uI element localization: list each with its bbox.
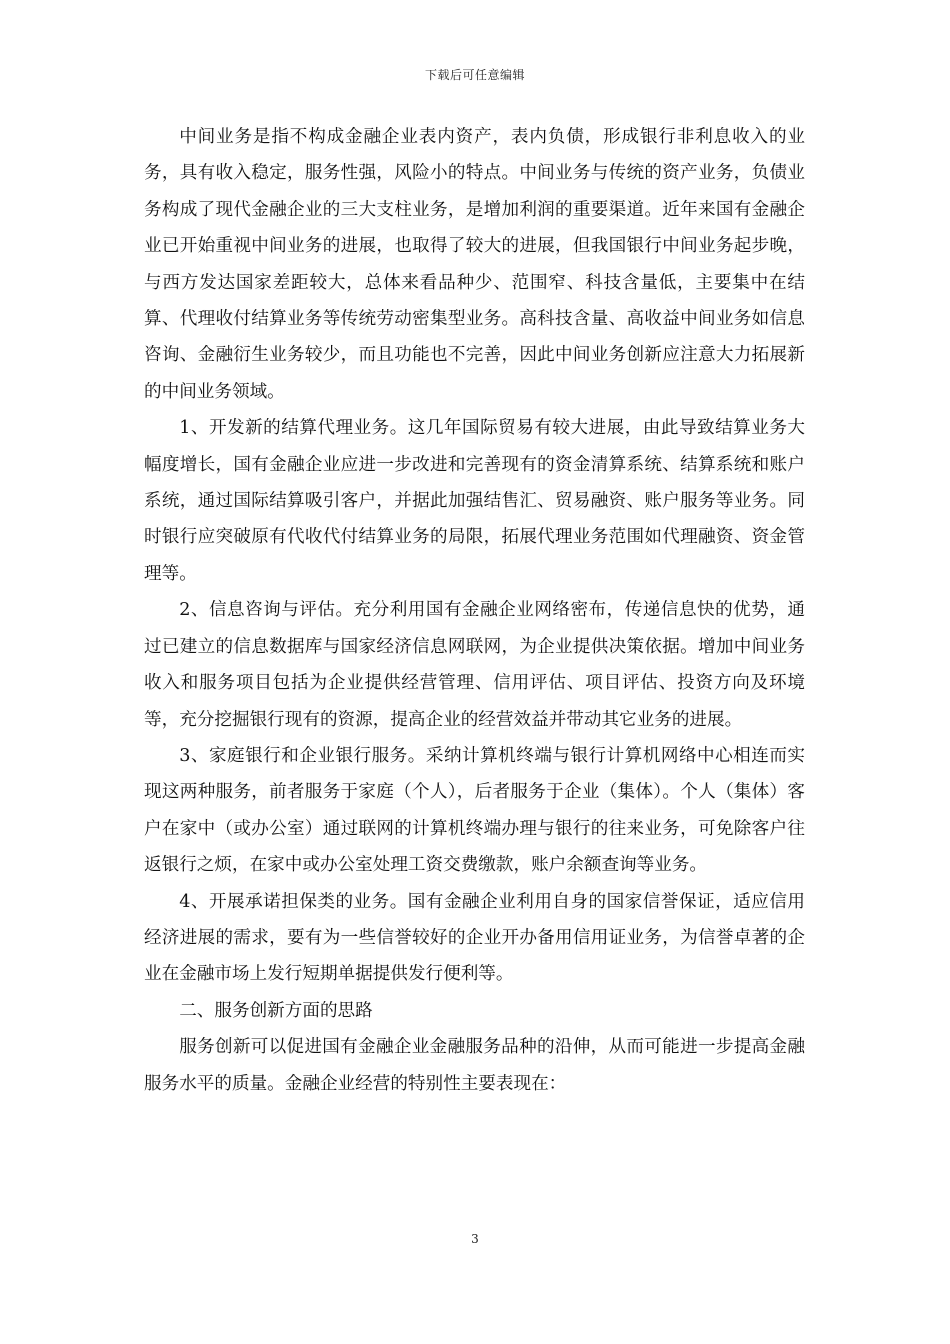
document-body [144,119,805,1102]
page-number: 3 [471,1232,479,1246]
paragraph: 服务创新可以促进国有金融企业金融服务品种的沿伸，从而可能进一步提高金融服务水平的质量。金融企业经营的特别性主要表现在： [144,1037,805,1094]
section-heading: 二、服务创新方面的思路 [179,1000,373,1021]
paragraph: 2、信息咨询与评估。充分利用国有金融企业网络密布，传递信息快的优势，通过已建立的信息数据库与国家经济信息网联网，为企业提供决策依据。增加中间业务收入和服务项目包括为企业提供经营管理、信用评估、项目评估、投资方向及环境等，充分挖掘银行现有的资源，提高企业的经营效益并带动其它业务的进展。 [144,600,805,730]
paragraph: 3、家庭银行和企业银行服务。采纳计算机终端与银行计算机网络中心相连而实现这两种服务，前者服务于家庭（个人），后者服务于企业（集体）。个人（集体）客户在家中（或办公室）通过联网的计算机终端办理与银行的往来业务，可免除客户往返银行之烦，在家中或办公室处理工资交费缴款，账户余额查询等业务。 [144,745,805,876]
paragraph: 中间业务是指不构成金融企业表内资产，表内负债，形成银行非利息收入的业务，具有收入稳定，服务性强，风险小的特点。中间业务与传统的资产业务，负债业务构成了现代金融企业的三大支柱业务，是增加利润的重要渠道。近年来国有金融企业已开始重视中间业务的进展，也取得了较大的进展，但我国银行中间业务起步晚，与西方发达国家差距较大，总体来看品种少、范围窄、科技含量低，主要集中在结算、代理收付结算业务等传统劳动密集型业务。高科技含量、高收益中间业务如信息咨询、金融衍生业务较少，而且功能也不完善，因此中间业务创新应注意大力拓展新的中间业务领域。 [144,127,805,402]
paragraph: 1、开发新的结算代理业务。这几年国际贸易有较大进展，由此导致结算业务大幅度增长，国有金融企业应进一步改进和完善现有的资金清算系统、结算系统和账户系统，通过国际结算吸引客户，并据此加强结售汇、贸易融资、账户服务等业务。同时银行应突破原有代收代付结算业务的局限，拓展代理业务范围如代理融资、资金管理等。 [144,418,805,584]
paragraph: 4、开展承诺担保类的业务。国有金融企业利用自身的国家信誉保证，适应信用经济进展的需求，要有为一些信誉较好的企业开办备用信用证业务，为信誉卓著的企业在金融市场上发行短期单据提供发行便利等。 [144,891,805,985]
page-header: 下载后可任意编辑 [424,68,525,82]
